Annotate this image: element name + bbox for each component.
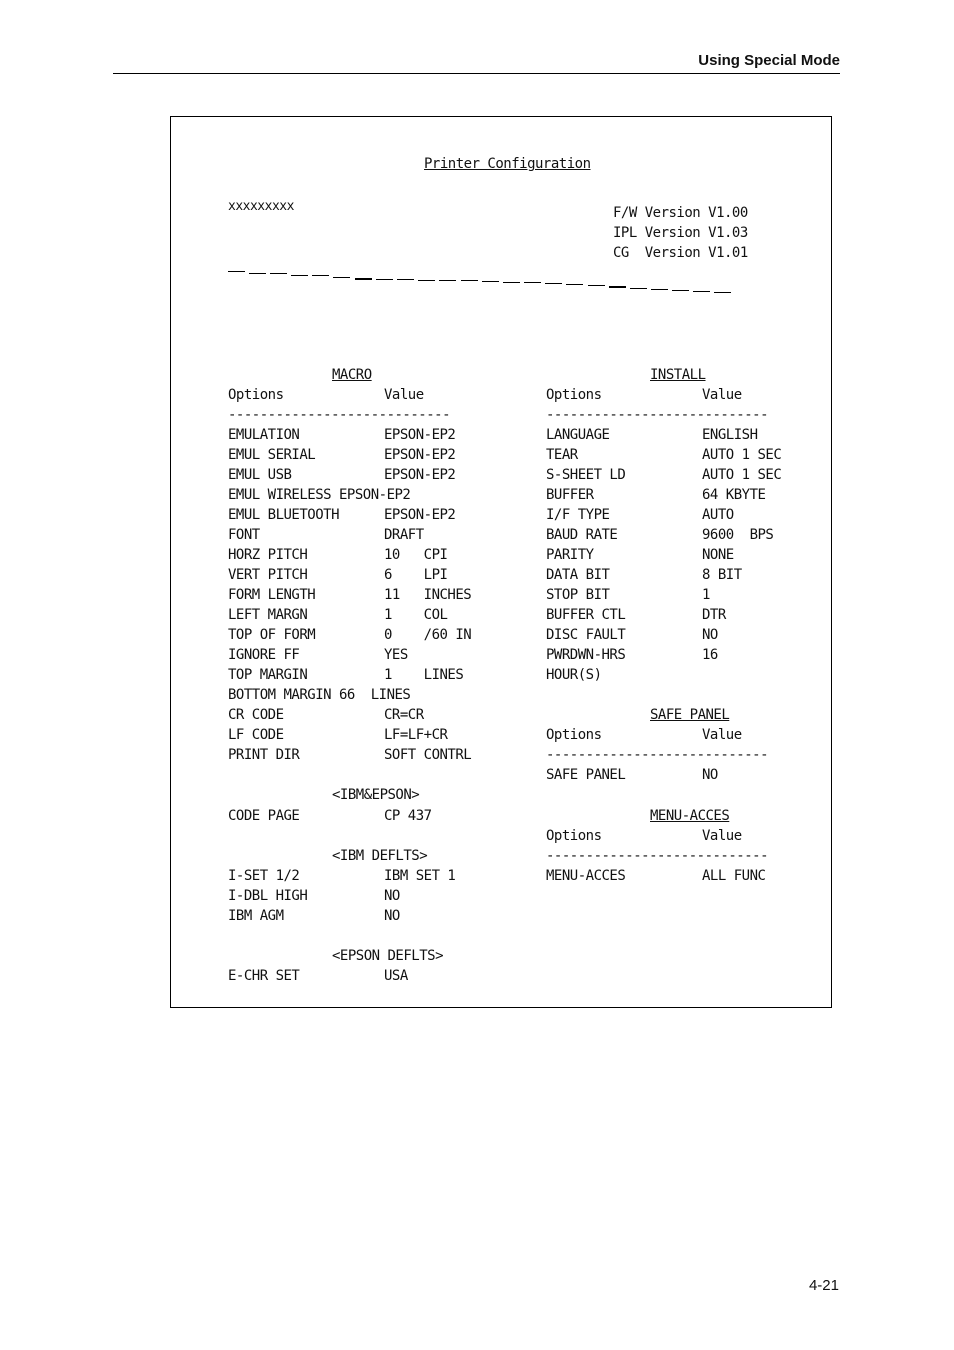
macro-option: EMUL USB [228, 467, 292, 483]
macro-option: FONT [228, 527, 260, 543]
install-value-header: Value [702, 387, 742, 403]
macro-option: VERT PITCH [228, 567, 308, 583]
install-value: 64 KBYTE [702, 487, 766, 503]
macro-value: EPSON-EP2 [384, 447, 456, 463]
install-section-title: INSTALL [650, 367, 706, 383]
macro-option: EMUL WIRELESS EPSON-EP2 [228, 487, 411, 503]
menu-acces-options-header: Options [546, 828, 602, 844]
macro-option: EMULATION [228, 427, 300, 443]
install-option: TEAR [546, 447, 578, 463]
macro-option: TOP OF FORM [228, 627, 316, 643]
dash-pattern-line [228, 263, 733, 283]
install-options-header: Options [546, 387, 602, 403]
safe-panel-option: SAFE PANEL [546, 767, 626, 783]
ibm-deflts-option: I-DBL HIGH [228, 888, 308, 904]
install-value: 8 BIT [702, 567, 742, 583]
printout-title: Printer Configuration [424, 156, 591, 172]
macro-value: 0 /60 IN [384, 627, 472, 643]
menu-acces-value: ALL FUNC [702, 868, 766, 884]
macro-value: EPSON-EP2 [384, 467, 456, 483]
ibm-deflts-option: I-SET 1/2 [228, 868, 300, 884]
header-rule [113, 73, 840, 74]
macro-option: FORM LENGTH [228, 587, 316, 603]
ipl-version: IPL Version V1.03 [613, 225, 748, 241]
macro-option: HORZ PITCH [228, 547, 308, 563]
epson-deflts-section-title: <EPSON DEFLTS> [332, 948, 444, 964]
safe-panel-section-title: SAFE PANEL [650, 707, 730, 723]
install-value: DTR [702, 607, 726, 623]
macro-value: 1 COL [384, 607, 448, 623]
install-value: 16 [702, 647, 718, 663]
install-option: DISC FAULT [546, 627, 626, 643]
install-option: HOUR(S) [546, 667, 602, 683]
macro-options-header: Options [228, 387, 284, 403]
menu-acces-separator: ---------------------------- [546, 848, 769, 864]
macro-value: DRAFT [384, 527, 424, 543]
install-option: S-SHEET LD [546, 467, 626, 483]
fw-version: F/W Version V1.00 [613, 205, 748, 221]
ibm-deflts-section-title: <IBM DEFLTS> [332, 848, 428, 864]
ibm-deflts-value: IBM SET 1 [384, 868, 456, 884]
macro-value: 1 LINES [384, 667, 464, 683]
macro-option: BOTTOM MARGIN 66 LINES [228, 687, 411, 703]
install-value: ENGLISH [702, 427, 758, 443]
macro-value: CR=CR [384, 707, 424, 723]
install-value: AUTO [702, 507, 734, 523]
macro-option: LF CODE [228, 727, 284, 743]
install-option: PARITY [546, 547, 594, 563]
macro-option: PRINT DIR [228, 747, 300, 763]
macro-value: 6 LPI [384, 567, 448, 583]
safe-panel-value: NO [702, 767, 718, 783]
page-header-title: Using Special Mode [698, 52, 840, 69]
safe-panel-separator: ---------------------------- [546, 747, 769, 763]
macro-value: 10 CPI [384, 547, 448, 563]
macro-value: 11 INCHES [384, 587, 472, 603]
serial-number: xxxxxxxxx [228, 199, 294, 214]
safe-panel-options-header: Options [546, 727, 602, 743]
macro-section-title: MACRO [332, 367, 372, 383]
install-value: NONE [702, 547, 734, 563]
macro-value: YES [384, 647, 408, 663]
macro-value: LF=LF+CR [384, 727, 448, 743]
install-option: BUFFER [546, 487, 594, 503]
ibm-epson-section-title: <IBM&EPSON> [332, 787, 420, 803]
install-option: DATA BIT [546, 567, 610, 583]
install-option: I/F TYPE [546, 507, 610, 523]
safe-panel-value-header: Value [702, 727, 742, 743]
epson-deflts-value: USA [384, 968, 408, 984]
menu-acces-option: MENU-ACCES [546, 868, 626, 884]
ibm-epson-option: CODE PAGE [228, 808, 300, 824]
macro-option: CR CODE [228, 707, 284, 723]
macro-option: EMUL SERIAL [228, 447, 316, 463]
macro-value: SOFT CONTRL [384, 747, 472, 763]
install-option: PWRDWN-HRS [546, 647, 626, 663]
epson-deflts-option: E-CHR SET [228, 968, 300, 984]
ibm-deflts-value: NO [384, 908, 400, 924]
install-value: 1 [702, 587, 710, 603]
menu-acces-section-title: MENU-ACCES [650, 808, 730, 824]
install-option: STOP BIT [546, 587, 610, 603]
page-number: 4-21 [808, 1277, 839, 1294]
install-value: AUTO 1 SEC [702, 447, 782, 463]
macro-option: LEFT MARGN [228, 607, 308, 623]
macro-value: EPSON-EP2 [384, 507, 456, 523]
printer-configuration-printout [170, 116, 832, 1008]
install-option: LANGUAGE [546, 427, 610, 443]
install-separator: ---------------------------- [546, 407, 769, 423]
macro-value: EPSON-EP2 [384, 427, 456, 443]
macro-separator: ---------------------------- [228, 407, 451, 423]
macro-option: EMUL BLUETOOTH [228, 507, 340, 523]
ibm-deflts-option: IBM AGM [228, 908, 284, 924]
macro-option: TOP MARGIN [228, 667, 308, 683]
install-option: BAUD RATE [546, 527, 618, 543]
ibm-deflts-value: NO [384, 888, 400, 904]
cg-version: CG Version V1.01 [613, 245, 748, 261]
menu-acces-value-header: Value [702, 828, 742, 844]
install-value: NO [702, 627, 718, 643]
ibm-epson-value: CP 437 [384, 808, 432, 824]
install-value: 9600 BPS [702, 527, 774, 543]
install-option: BUFFER CTL [546, 607, 626, 623]
install-value: AUTO 1 SEC [702, 467, 782, 483]
macro-option: IGNORE FF [228, 647, 300, 663]
macro-value-header: Value [384, 387, 424, 403]
